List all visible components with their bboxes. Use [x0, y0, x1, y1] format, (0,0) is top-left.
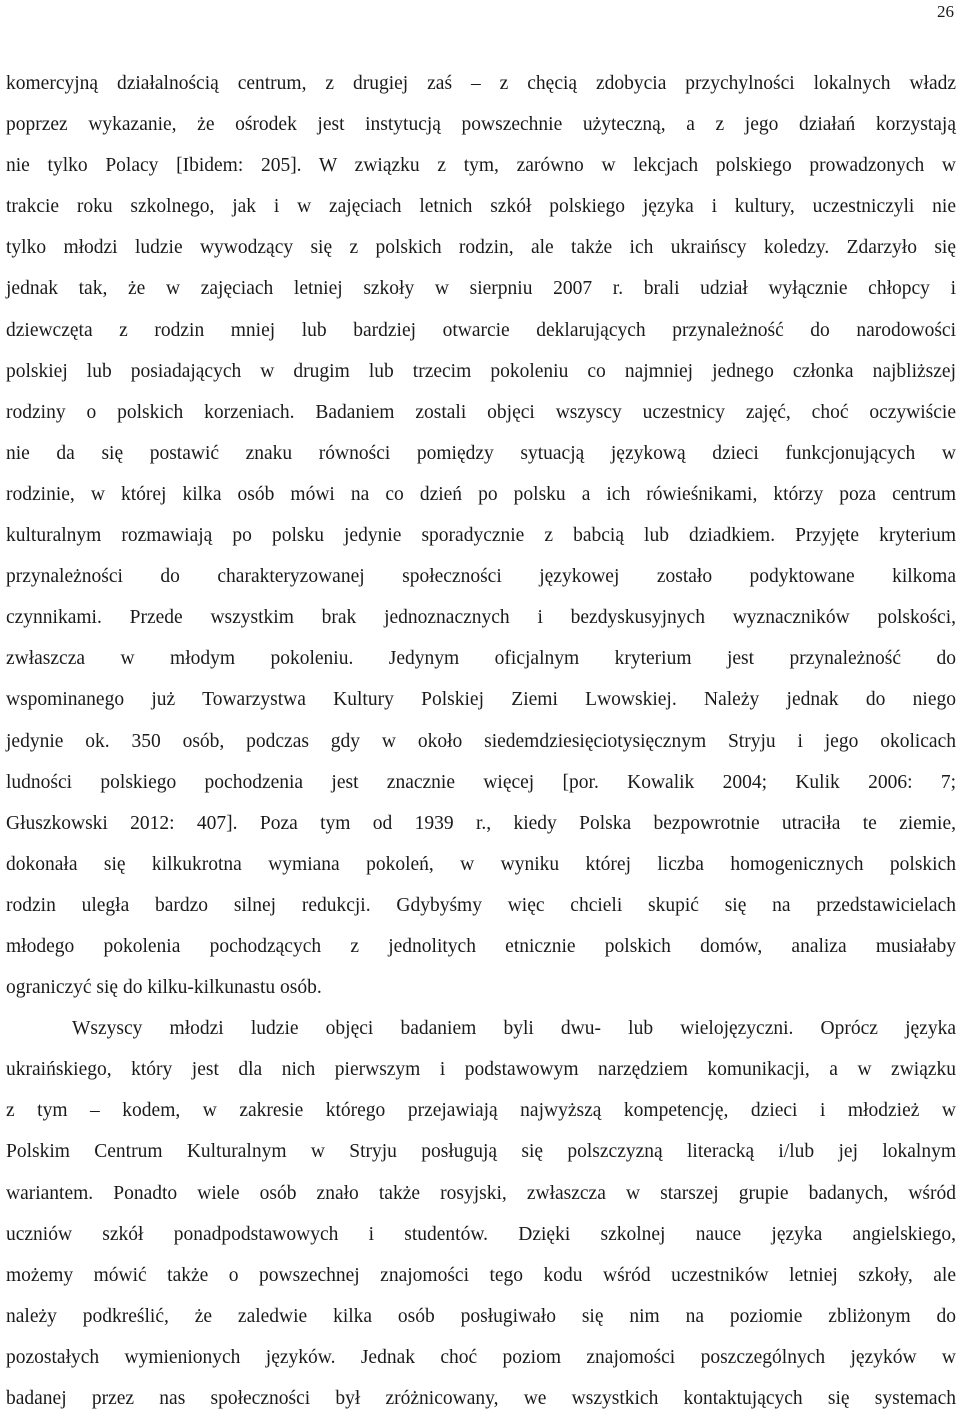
text-line: czynnikami. Przede wszystkim brak jednoznacznych i bezdyskusyjnych wyznaczników polskości, — [6, 607, 956, 629]
text-line: wspominanego już Towarzystwa Kultury Polskiej Ziemi Lwowskiej. Należy jednak do niego — [6, 689, 956, 711]
text-line: rodzinie, w której kilka osób mówi na co dzień po polsku a ich rówieśnikami, którzy poza centrum — [6, 483, 956, 505]
body-text — [6, 63, 956, 1419]
text-line: badanej przez nas społeczności był zróżnicowany, we wszystkich kontaktujących się systemach — [6, 1388, 956, 1409]
text-line: należy podkreślić, że zaledwie kilka osób posługiwało się nim na poziomie zbliżonym do — [6, 1305, 956, 1327]
text-line: Wszyscy młodzi ludzie objęci badaniem byli dwu- lub wielojęzyczni. Oprócz języka — [72, 1018, 956, 1040]
text-line: ukraińskiego, który jest dla nich pierwszym i podstawowym narzędziem komunikacji, a w związku — [6, 1059, 956, 1081]
text-line: z tym – kodem, w zakresie którego przejawiają najwyższą kompetencję, dzieci i młodzież w — [6, 1100, 956, 1122]
text-line: Głuszkowski 2012: 407]. Poza tym od 1939 r., kiedy Polska bezpowrotnie utraciła te ziemie, — [6, 812, 956, 834]
page-number: 26 — [937, 2, 954, 21]
text-line: poprzez wykazanie, że ośrodek jest instytucją powszechnie użyteczną, a z jego działań korzystają — [6, 114, 956, 136]
text-line: młodego pokolenia pochodzących z jednolitych etnicznie polskich domów, analiza musiałaby — [6, 935, 956, 957]
text-line: dziewczęta z rodzin mniej lub bardziej otwarcie deklarujących przynależność do narodowości — [6, 319, 956, 341]
text-line: uczniów szkół ponadpodstawowych i studentów. Dzięki szkolnej nauce języka angielskiego, — [6, 1223, 956, 1245]
text-line: możemy mówić także o powszechnej znajomości tego kodu wśród uczestników letniej szkoły, ale — [6, 1264, 956, 1286]
text-line: przynależności do charakteryzowanej społeczności językowej zostało podyktowane kilkoma — [6, 566, 956, 588]
text-line: rodziny o polskich korzeniach. Badaniem zostali objęci wszyscy uczestnicy zajęć, choć oczywiście — [6, 401, 956, 423]
text-line: komercyjną działalnością centrum, z drugiej zaś – z chęcią zdobycia przychylności lokalnych władz — [6, 73, 956, 94]
text-line: wariantem. Ponadto wiele osób znało także rosyjski, zwłaszcza w starszej grupie badanych, wśród — [6, 1182, 956, 1204]
text-line: tylko młodzi ludzie wywodzący się z polskich rodzin, ale także ich ukraińscy koledzy. Zdarzyło się — [6, 237, 956, 259]
text-line: Polskim Centrum Kulturalnym w Stryju posługują się polszczyzną literacką i/lub jej lokalnym — [6, 1141, 956, 1163]
text-line: trakcie roku szkolnego, jak i w zajęciach letnich szkół polskiego języka i kultury, uczestniczyli nie — [6, 196, 956, 218]
text-line: nie da się postawić znaku równości pomiędzy sytuacją językową dzieci funkcjonujących w — [6, 442, 956, 464]
text-line: pozostałych wymienionych języków. Jednak choć poziom znajomości poszczególnych języków w — [6, 1346, 956, 1368]
text-line: nie tylko Polacy [Ibidem: 205]. W związku z tym, zarówno w lekcjach polskiego prowadzonych w — [6, 155, 956, 177]
text-line: rodzin uległa bardzo silnej redukcji. Gdybyśmy więc chcieli skupić się na przedstawicielach — [6, 894, 956, 916]
text-line: jedynie ok. 350 osób, podczas gdy w około siedemdziesięciotysięcznym Stryju i jego okolicach — [6, 730, 956, 752]
text-line: polskiej lub posiadających w drugim lub trzecim pokoleniu co najmniej jednego członka najbliższej — [6, 360, 956, 382]
text-line: jednak tak, że w zajęciach letniej szkoły w sierpniu 2007 r. brali udział wyłącznie chłopcy i — [6, 278, 956, 300]
text-line: kulturalnym rozmawiają po polsku jedynie sporadycznie z babcią lub dziadkiem. Przyjęte kryterium — [6, 525, 956, 547]
text-line: ludności polskiego pochodzenia jest znacznie więcej [por. Kowalik 2004; Kulik 2006: 7; — [6, 771, 956, 793]
text-line: dokonała się kilkukrotna wymiana pokoleń, w wyniku której liczba homogenicznych polskich — [6, 853, 956, 875]
text-line: ograniczyć się do kilku-kilkunastu osób. — [6, 977, 322, 999]
text-line: zwłaszcza w młodym pokoleniu. Jedynym oficjalnym kryterium jest przynależność do — [6, 648, 956, 670]
